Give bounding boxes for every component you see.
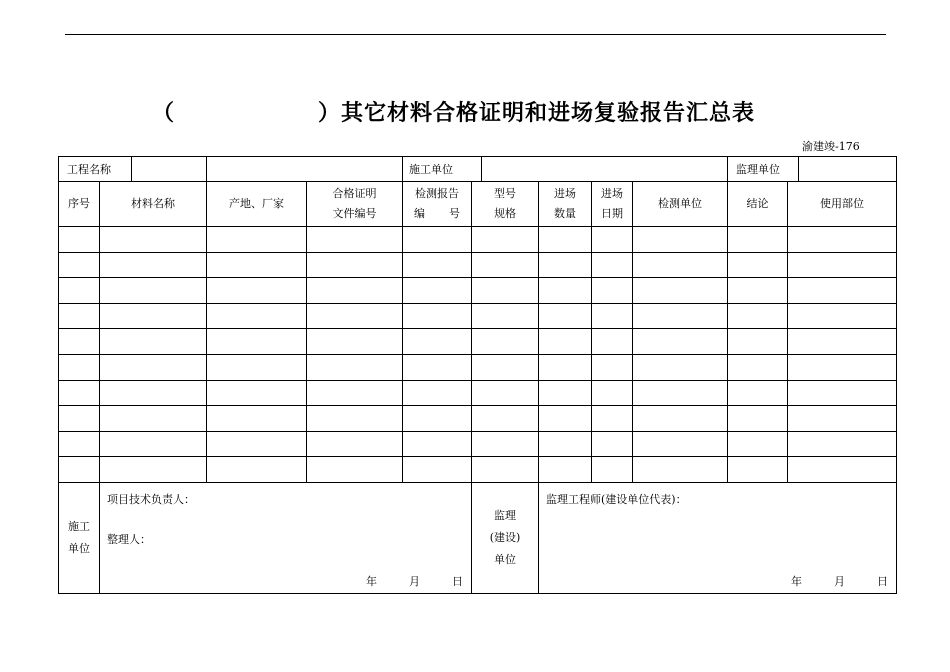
cell-seq[interactable] — [59, 380, 100, 406]
construction-unit-sign-label — [59, 482, 100, 593]
cell-model-spec[interactable] — [472, 329, 539, 355]
cell-origin-manufacturer[interactable] — [207, 380, 307, 406]
table-row — [59, 406, 897, 432]
cell-entry-date[interactable] — [592, 303, 633, 329]
cell-conclusion[interactable] — [728, 303, 788, 329]
cell-report-no[interactable] — [403, 329, 472, 355]
cell-test-unit[interactable] — [633, 457, 728, 483]
project-label: 工程名称 — [59, 157, 132, 181]
data-rows — [59, 227, 897, 483]
form-code: 渝建竣-176 — [802, 140, 860, 153]
cell-seq[interactable] — [59, 329, 100, 355]
construction-unit-field[interactable] — [482, 157, 727, 181]
cell-seq[interactable] — [59, 303, 100, 329]
summary-table — [58, 156, 897, 594]
cell-origin-manufacturer[interactable] — [207, 252, 307, 278]
header-usage-location: 使用部位 — [788, 182, 897, 227]
cell-entry-quantity[interactable] — [539, 380, 592, 406]
cell-report-no[interactable] — [403, 303, 472, 329]
cell-usage-location[interactable] — [788, 329, 897, 355]
project-cell — [59, 157, 207, 182]
cell-certificate-no[interactable] — [307, 431, 403, 457]
cell-report-no[interactable] — [403, 278, 472, 304]
cell-seq[interactable] — [59, 354, 100, 380]
cell-origin-manufacturer[interactable] — [207, 406, 307, 432]
construction-label-line1: 施工 — [68, 519, 90, 533]
cell-entry-date[interactable] — [592, 329, 633, 355]
cell-seq[interactable] — [59, 227, 100, 253]
header-date-line1: 进场 — [601, 187, 623, 200]
cell-model-spec[interactable] — [472, 457, 539, 483]
construction-year: 年 — [366, 574, 377, 588]
project-name-field[interactable] — [132, 157, 206, 181]
cell-conclusion[interactable] — [728, 278, 788, 304]
supervision-sign-area[interactable] — [539, 482, 897, 593]
cell-model-spec[interactable] — [472, 380, 539, 406]
header-entry-date — [592, 182, 633, 227]
cell-material-name[interactable] — [100, 431, 207, 457]
cell-certificate-no[interactable] — [307, 329, 403, 355]
cell-test-unit[interactable] — [633, 278, 728, 304]
cell-entry-quantity[interactable] — [539, 329, 592, 355]
cell-report-no[interactable] — [403, 227, 472, 253]
cell-seq[interactable] — [59, 406, 100, 432]
table-row — [59, 303, 897, 329]
cell-usage-location[interactable] — [788, 303, 897, 329]
header-row — [59, 182, 897, 227]
cell-entry-quantity[interactable] — [539, 354, 592, 380]
cell-material-name[interactable] — [100, 329, 207, 355]
header-certificate-line1: 合格证明 — [332, 187, 377, 200]
cell-test-unit[interactable] — [633, 406, 728, 432]
header-entry-quantity — [539, 182, 592, 227]
cell-report-no[interactable] — [403, 380, 472, 406]
cell-material-name[interactable] — [100, 457, 207, 483]
cell-entry-date[interactable] — [592, 380, 633, 406]
cell-entry-quantity[interactable] — [539, 303, 592, 329]
cell-material-name[interactable] — [100, 303, 207, 329]
cell-entry-date[interactable] — [592, 227, 633, 253]
cell-entry-quantity[interactable] — [539, 227, 592, 253]
page-title — [0, 96, 950, 126]
cell-usage-location[interactable] — [788, 406, 897, 432]
tech-lead-label: 项目技术负责人： — [107, 492, 195, 506]
construction-date — [334, 573, 463, 589]
cell-report-no[interactable] — [403, 457, 472, 483]
cell-usage-location[interactable] — [788, 354, 897, 380]
cell-origin-manufacturer[interactable] — [207, 329, 307, 355]
cell-usage-location[interactable] — [788, 252, 897, 278]
cell-usage-location[interactable] — [788, 278, 897, 304]
header-quantity-line2: 数量 — [554, 207, 576, 220]
header-material-name: 材料名称 — [100, 182, 207, 227]
cell-model-spec[interactable] — [472, 406, 539, 432]
cell-conclusion[interactable] — [728, 252, 788, 278]
cell-material-name[interactable] — [100, 227, 207, 253]
table-row — [59, 457, 897, 483]
construction-month: 月 — [409, 574, 420, 588]
supervision-date — [759, 573, 888, 589]
header-origin-manufacturer: 产地、厂家 — [207, 182, 307, 227]
table-row — [59, 354, 897, 380]
table-row — [59, 431, 897, 457]
header-report-line1: 检测报告 — [415, 187, 459, 200]
top-rule — [65, 34, 886, 35]
cell-usage-location[interactable] — [788, 227, 897, 253]
cell-conclusion[interactable] — [728, 457, 788, 483]
header-date-line2: 日期 — [601, 207, 623, 220]
cell-origin-manufacturer[interactable] — [207, 431, 307, 457]
construction-sign-area[interactable] — [100, 482, 472, 593]
cell-entry-date[interactable] — [592, 252, 633, 278]
cell-seq[interactable] — [59, 252, 100, 278]
cell-certificate-no[interactable] — [307, 380, 403, 406]
cell-certificate-no[interactable] — [307, 406, 403, 432]
header-model-spec — [472, 182, 539, 227]
cell-origin-manufacturer[interactable] — [207, 278, 307, 304]
cell-origin-manufacturer[interactable] — [207, 303, 307, 329]
cell-test-unit[interactable] — [633, 354, 728, 380]
cell-certificate-no[interactable] — [307, 457, 403, 483]
construction-unit-cell — [403, 157, 728, 182]
cell-conclusion[interactable] — [728, 227, 788, 253]
compiler-label: 整理人： — [107, 532, 151, 546]
cell-test-unit[interactable] — [633, 303, 728, 329]
cell-conclusion[interactable] — [728, 406, 788, 432]
cell-model-spec[interactable] — [472, 354, 539, 380]
supervision-unit-field[interactable] — [799, 157, 896, 181]
cell-report-no[interactable] — [403, 431, 472, 457]
supervision-unit-cell — [728, 157, 897, 182]
cell-model-spec[interactable] — [472, 431, 539, 457]
cell-material-name[interactable] — [100, 406, 207, 432]
cell-entry-date[interactable] — [592, 406, 633, 432]
cell-entry-quantity[interactable] — [539, 406, 592, 432]
header-conclusion: 结论 — [728, 182, 788, 227]
cell-test-unit[interactable] — [633, 380, 728, 406]
cell-conclusion[interactable] — [728, 380, 788, 406]
supervision-year: 年 — [791, 574, 802, 588]
cell-entry-quantity[interactable] — [539, 252, 592, 278]
cell-model-spec[interactable] — [472, 227, 539, 253]
header-report-line2b: 号 — [449, 207, 460, 220]
cell-conclusion[interactable] — [728, 431, 788, 457]
cell-origin-manufacturer[interactable] — [207, 457, 307, 483]
header-certificate-no — [307, 182, 403, 227]
supervision-day: 日 — [877, 574, 888, 588]
info-row — [59, 157, 897, 182]
cell-material-name[interactable] — [100, 278, 207, 304]
construction-unit-label: 施工单位 — [403, 157, 482, 181]
supervision-unit-sign-label — [472, 482, 539, 593]
cell-test-unit[interactable] — [633, 227, 728, 253]
header-model-line1: 型号 — [494, 187, 516, 200]
cell-test-unit[interactable] — [633, 431, 728, 457]
cell-model-spec[interactable] — [472, 303, 539, 329]
supervision-label-line2: (建设) — [489, 530, 521, 544]
cell-seq[interactable] — [59, 431, 100, 457]
cell-material-name[interactable] — [100, 380, 207, 406]
cell-entry-quantity[interactable] — [539, 457, 592, 483]
cell-report-no[interactable] — [403, 252, 472, 278]
cell-material-name[interactable] — [100, 354, 207, 380]
cell-seq[interactable] — [59, 457, 100, 483]
cell-model-spec[interactable] — [472, 252, 539, 278]
cell-report-no[interactable] — [403, 354, 472, 380]
cell-conclusion[interactable] — [728, 329, 788, 355]
supervision-label-line3: 单位 — [494, 552, 516, 566]
header-report-line2a: 编 — [414, 207, 425, 220]
header-model-line2: 规格 — [494, 207, 516, 220]
cell-origin-manufacturer[interactable] — [207, 227, 307, 253]
project-name-field-cont[interactable] — [207, 157, 403, 182]
table-row — [59, 252, 897, 278]
cell-entry-date[interactable] — [592, 354, 633, 380]
cell-seq[interactable] — [59, 278, 100, 304]
header-report-no — [403, 182, 472, 227]
cell-test-unit[interactable] — [633, 252, 728, 278]
supervision-unit-label: 监理单位 — [728, 157, 799, 181]
title-open-paren: （ — [152, 100, 175, 126]
cell-entry-date[interactable] — [592, 278, 633, 304]
cell-conclusion[interactable] — [728, 354, 788, 380]
cell-certificate-no[interactable] — [307, 252, 403, 278]
table-row — [59, 380, 897, 406]
cell-entry-quantity[interactable] — [539, 431, 592, 457]
supervisor-label: 监理工程师(建设单位代表)： — [546, 492, 687, 506]
cell-entry-date[interactable] — [592, 431, 633, 457]
cell-certificate-no[interactable] — [307, 278, 403, 304]
header-test-unit: 检测单位 — [633, 182, 728, 227]
cell-entry-date[interactable] — [592, 457, 633, 483]
construction-label-line2: 单位 — [68, 541, 90, 555]
table-row — [59, 227, 897, 253]
header-quantity-line1: 进场 — [554, 187, 576, 200]
cell-certificate-no[interactable] — [307, 354, 403, 380]
signature-row — [59, 482, 897, 593]
supervision-month: 月 — [834, 574, 845, 588]
table-row — [59, 329, 897, 355]
header-report-line2 — [403, 204, 471, 224]
cell-certificate-no[interactable] — [307, 303, 403, 329]
header-certificate-line2: 文件编号 — [332, 207, 377, 220]
cell-material-name[interactable] — [100, 252, 207, 278]
construction-day: 日 — [452, 574, 463, 588]
cell-usage-location[interactable] — [788, 431, 897, 457]
cell-model-spec[interactable] — [472, 278, 539, 304]
cell-origin-manufacturer[interactable] — [207, 354, 307, 380]
cell-test-unit[interactable] — [633, 329, 728, 355]
cell-usage-location[interactable] — [788, 457, 897, 483]
cell-usage-location[interactable] — [788, 380, 897, 406]
cell-certificate-no[interactable] — [307, 227, 403, 253]
cell-entry-quantity[interactable] — [539, 278, 592, 304]
cell-report-no[interactable] — [403, 406, 472, 432]
title-text: ）其它材料合格证明和进场复验报告汇总表 — [318, 100, 756, 126]
header-seq: 序号 — [59, 182, 100, 227]
supervision-label-line1: 监理 — [494, 508, 516, 522]
table-row — [59, 278, 897, 304]
